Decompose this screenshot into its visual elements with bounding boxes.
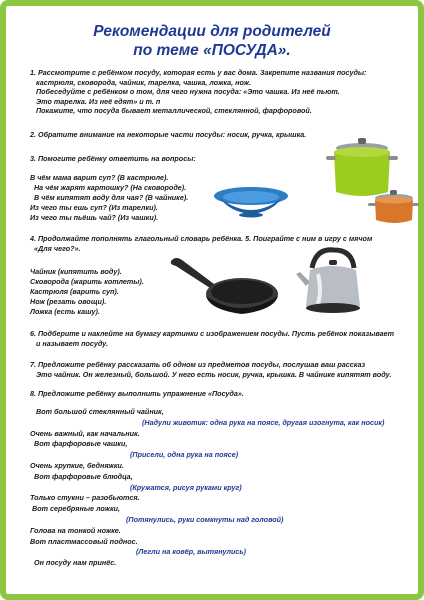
poem-line: Вот фарфоровые блюдца, [34, 471, 133, 481]
section3-line: Из чего ты пьёшь чай? (Из чашки). [30, 213, 159, 222]
poem-line: Вот пластмассовый поднос. [30, 536, 138, 546]
section6-line: 6. Подберите и наклейте на бумагу картинки с изображением посуды. Пусть ребёнок показывает [30, 329, 394, 338]
section4-example: Ложка (есть кашу). [30, 307, 100, 316]
section2-text: 2. Обратите внимание на некоторые части посуды: носик, ручка, крышка. [30, 130, 307, 139]
title-line-1: Рекомендации для родителей [93, 23, 331, 40]
section3-line: Из чего ты ешь суп? (Из тарелки). [30, 203, 158, 212]
section4-example: Сковорода (жарить котлеты). [30, 277, 144, 286]
poem-line: Вот большой стеклянный чайник, [36, 407, 164, 416]
poem-line: Вот серебряные ложки, [32, 504, 120, 514]
section3-line: На чём жарят картошку? (На сковороде). [30, 183, 187, 192]
section8-heading: 8. Предложите ребёнку выполнить упражнение «Посуда». [30, 389, 244, 398]
section4-example: Кастрюля (варить суп). [30, 287, 119, 296]
section4-line: «Для чего?». [30, 243, 81, 253]
poem-movement-hint: (Присели, одна рука на поясе) [130, 450, 239, 460]
section1-line: кастрюля, сковорода, чайник, тарелка, чашка, ложка, нож. [30, 77, 252, 87]
section7-line: 7. Предложите ребёнку рассказать об одном из предметов посуды, послушав ваш рассказ [30, 360, 366, 369]
section4-example: Чайник (кипятить воду). [30, 267, 122, 276]
section6-line: и называет посуду. [30, 339, 108, 348]
kettle-icon [296, 246, 366, 318]
section1-line: Это тарелка. Из неё едят» и т. п [30, 96, 161, 106]
section1-line: Побеседуйте с ребёнком о том, для чего нужна посуда: «Это чашка. Из неё пьют. [30, 87, 340, 96]
poem-line: Голова на тонкой ножке. [30, 525, 121, 535]
poem-line: Вот фарфоровые чашки, [34, 439, 128, 449]
poem-movement-hint: (Потянулись, руки сомкнуты над головой) [126, 515, 284, 524]
plate-icon [212, 184, 290, 220]
section7-line: Это чайник. Он железный, большой. У него есть носик, ручка, крышка. В чайнике кипятят воду. [30, 370, 392, 379]
section1-line: Покажите, что посуда бывает металлической, стеклянной, фарфоровой. [30, 106, 312, 115]
poem-movement-hint: (Легли на ковёр, вытянулись) [136, 547, 247, 557]
poem-movement-hint: (Надули животик: одна рука на поясе, другая изогнута, как носик) [142, 417, 385, 427]
pots-icon [324, 134, 420, 226]
poem-line: Только стукни – разобьются. [30, 493, 140, 503]
page-title [6, 22, 418, 60]
poem-line: Очень важный, как начальник. [30, 428, 140, 438]
section4-example: Нож (резать овощи). [30, 297, 107, 306]
poem-line: Он посуду нам принёс. [34, 558, 117, 568]
poem-movement-hint: (Кружатся, рисуя руками круг) [130, 482, 242, 492]
section3-line: В чём мама варит суп? (В кастрюле). [30, 173, 169, 182]
frying-pan-icon [166, 254, 282, 320]
section3-line: В чём кипятят воду для чая? (В чайнике). [30, 193, 189, 202]
section1-line: 1. Рассмотрите с ребёнком посуду, которая есть у вас дома. Закрепите названия посуды: [30, 68, 367, 77]
section4-line: 4. Продолжайте пополнять глагольный словарь ребёнка. 5. Поиграйте с ним в игру с мячом [30, 234, 373, 243]
title-line-2: по теме «ПОСУДА». [133, 42, 291, 59]
poem-line: Очень хрупкие, бедняжки. [30, 461, 124, 470]
section3-heading: 3. Помогите ребёнку ответить на вопросы: [30, 154, 196, 163]
